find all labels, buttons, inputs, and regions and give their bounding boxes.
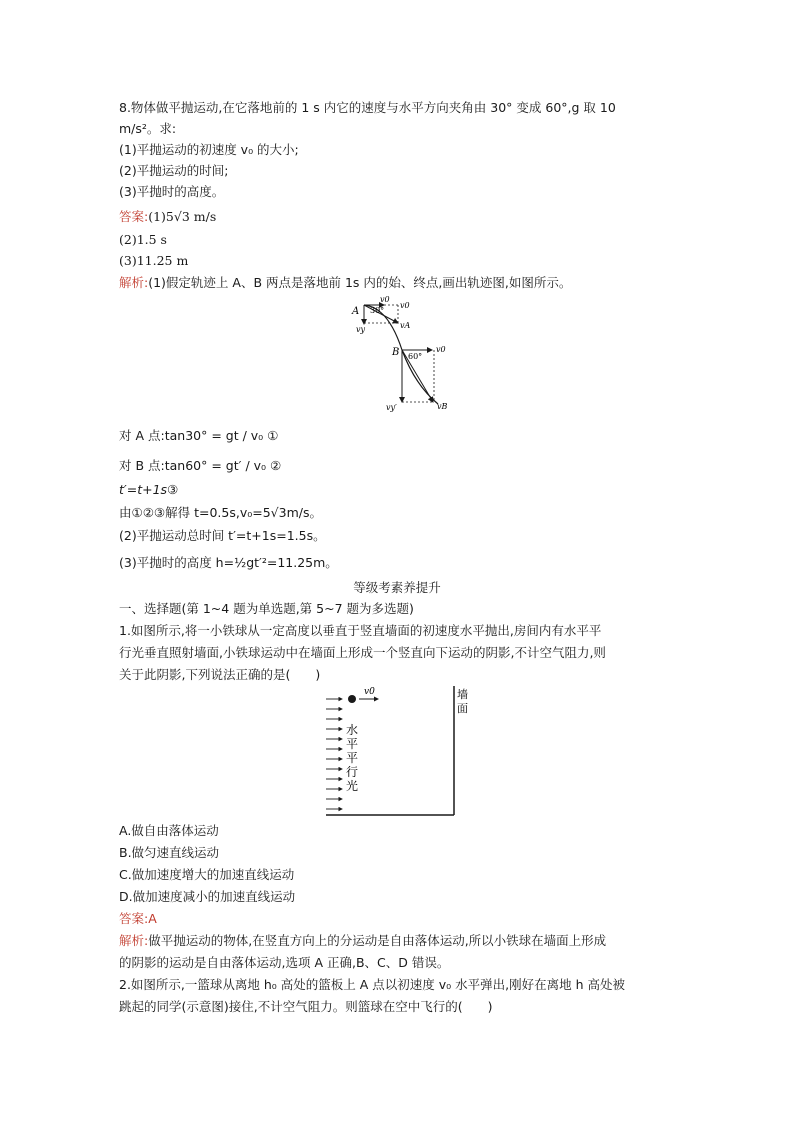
v0-label-top: v0 — [380, 295, 390, 304]
angle-60: 60° — [408, 352, 423, 361]
part1-heading: 一、选择题(第 1~4 题为单选题,第 5~7 题为多选题) — [119, 601, 414, 616]
q8-eq-a: 对 A 点:tan30° = gt / v₀ ① — [119, 428, 279, 443]
section-title: 等级考素养提升 — [353, 580, 441, 595]
angle-30: 30° — [370, 306, 385, 315]
answer-label: 答案: — [119, 209, 149, 224]
q1-answer: 答案:A — [119, 911, 157, 926]
q8-total-time: (2)平抛运动总时间 t′=t+1s=1.5s。 — [119, 528, 326, 543]
v0-label-b: v0 — [436, 345, 446, 354]
q8-solve: 由①②③解得 t=0.5s,v₀=5√3m/s。 — [119, 505, 322, 520]
light-char-3: 平 — [346, 751, 359, 765]
label-a: A — [352, 306, 360, 317]
wall-char-2: 面 — [457, 702, 468, 715]
trajectory-diagram — [340, 290, 480, 412]
wall-diagram — [322, 684, 482, 820]
q8-eq-3: t′=t+1s③ — [119, 482, 179, 497]
q1-line2: 行光垂直照射墙面,小铁球运动中在墙面上形成一个竖直向下运动的阴影,不计空气阻力,则 — [119, 645, 606, 660]
light-char-4: 行 — [346, 765, 359, 779]
q8-ans1: (1)5√3 m/s — [148, 209, 217, 224]
q1-line1: 1.如图所示,将一小铁球从一定高度以垂直于竖直墙面的初速度水平抛出,房间内有水平平 — [119, 623, 602, 638]
q2-line2: 跳起的同学(示意图)接住,不计空气阻力。则篮球在空中飞行的( ) — [119, 999, 493, 1014]
q8-sub3: (3)平抛时的高度。 — [119, 184, 225, 199]
q2-line1: 2.如图所示,一篮球从离地 h₀ 高处的篮板上 A 点以初速度 v₀ 水平弹出,刚好在离地 h 高处被 — [119, 977, 625, 992]
v0-label-top2: v0 — [400, 301, 410, 310]
analysis-label: 解析: — [119, 275, 149, 290]
parallel-light-arrows — [326, 699, 342, 809]
light-char-5: 光 — [346, 779, 359, 793]
q1-analysis-text: 做平抛运动的物体,在竖直方向上的分运动是自由落体运动,所以小铁球在墙面上形成 — [148, 933, 607, 948]
q8-sub2: (2)平抛运动的时间; — [119, 163, 229, 178]
va-label: vA — [400, 321, 411, 330]
light-char-2: 平 — [346, 737, 359, 751]
wall-char-1: 墙 — [457, 688, 468, 701]
q1-option-a: A.做自由落体运动 — [119, 823, 219, 838]
q8-stem-line2: m/s²。求: — [119, 121, 177, 136]
q8-ans2: (2)1.5 s — [119, 232, 167, 247]
q8-eq-b: 对 B 点:tan60° = gt′ / v₀ ② — [119, 458, 282, 473]
q8-ans3: (3)11.25 m — [119, 253, 189, 268]
q8-height: (3)平抛时的高度 h=½gt′²=11.25m。 — [119, 555, 338, 570]
q8-analysis-text: (1)假定轨迹上 A、B 两点是落地前 1s 内的始、终点,画出轨迹图,如图所示。 — [148, 275, 572, 290]
vy-prime-label: vy′ — [386, 403, 397, 412]
vb-label: vB — [437, 402, 448, 411]
q1-option-b: B.做匀速直线运动 — [119, 845, 220, 860]
q1-analysis-label: 解析: — [119, 933, 149, 948]
q8-answer-line1 — [119, 207, 216, 226]
vy-label: vy — [356, 325, 366, 334]
v0-label: v0 — [364, 687, 375, 697]
q1-option-c: C.做加速度增大的加速直线运动 — [119, 867, 295, 882]
q1-analysis-line2: 的阴影的运动是自由落体运动,选项 A 正确,B、C、D 错误。 — [119, 955, 450, 970]
q8-stem-line1: 8.物体做平抛运动,在它落地前的 1 s 内它的速度与水平方向夹角由 30° 变成 60°,g 取 10 — [119, 100, 616, 115]
q1-analysis-line1 — [119, 931, 606, 950]
q8-sub1: (1)平抛运动的初速度 v₀ 的大小; — [119, 142, 299, 157]
trajectory-curve — [364, 305, 438, 404]
iron-ball — [348, 695, 356, 703]
q1-line3: 关于此阴影,下列说法正确的是( ) — [119, 667, 321, 682]
light-char-1: 水 — [346, 723, 359, 737]
label-b: B — [392, 347, 400, 358]
q1-option-d: D.做加速度减小的加速直线运动 — [119, 889, 296, 904]
